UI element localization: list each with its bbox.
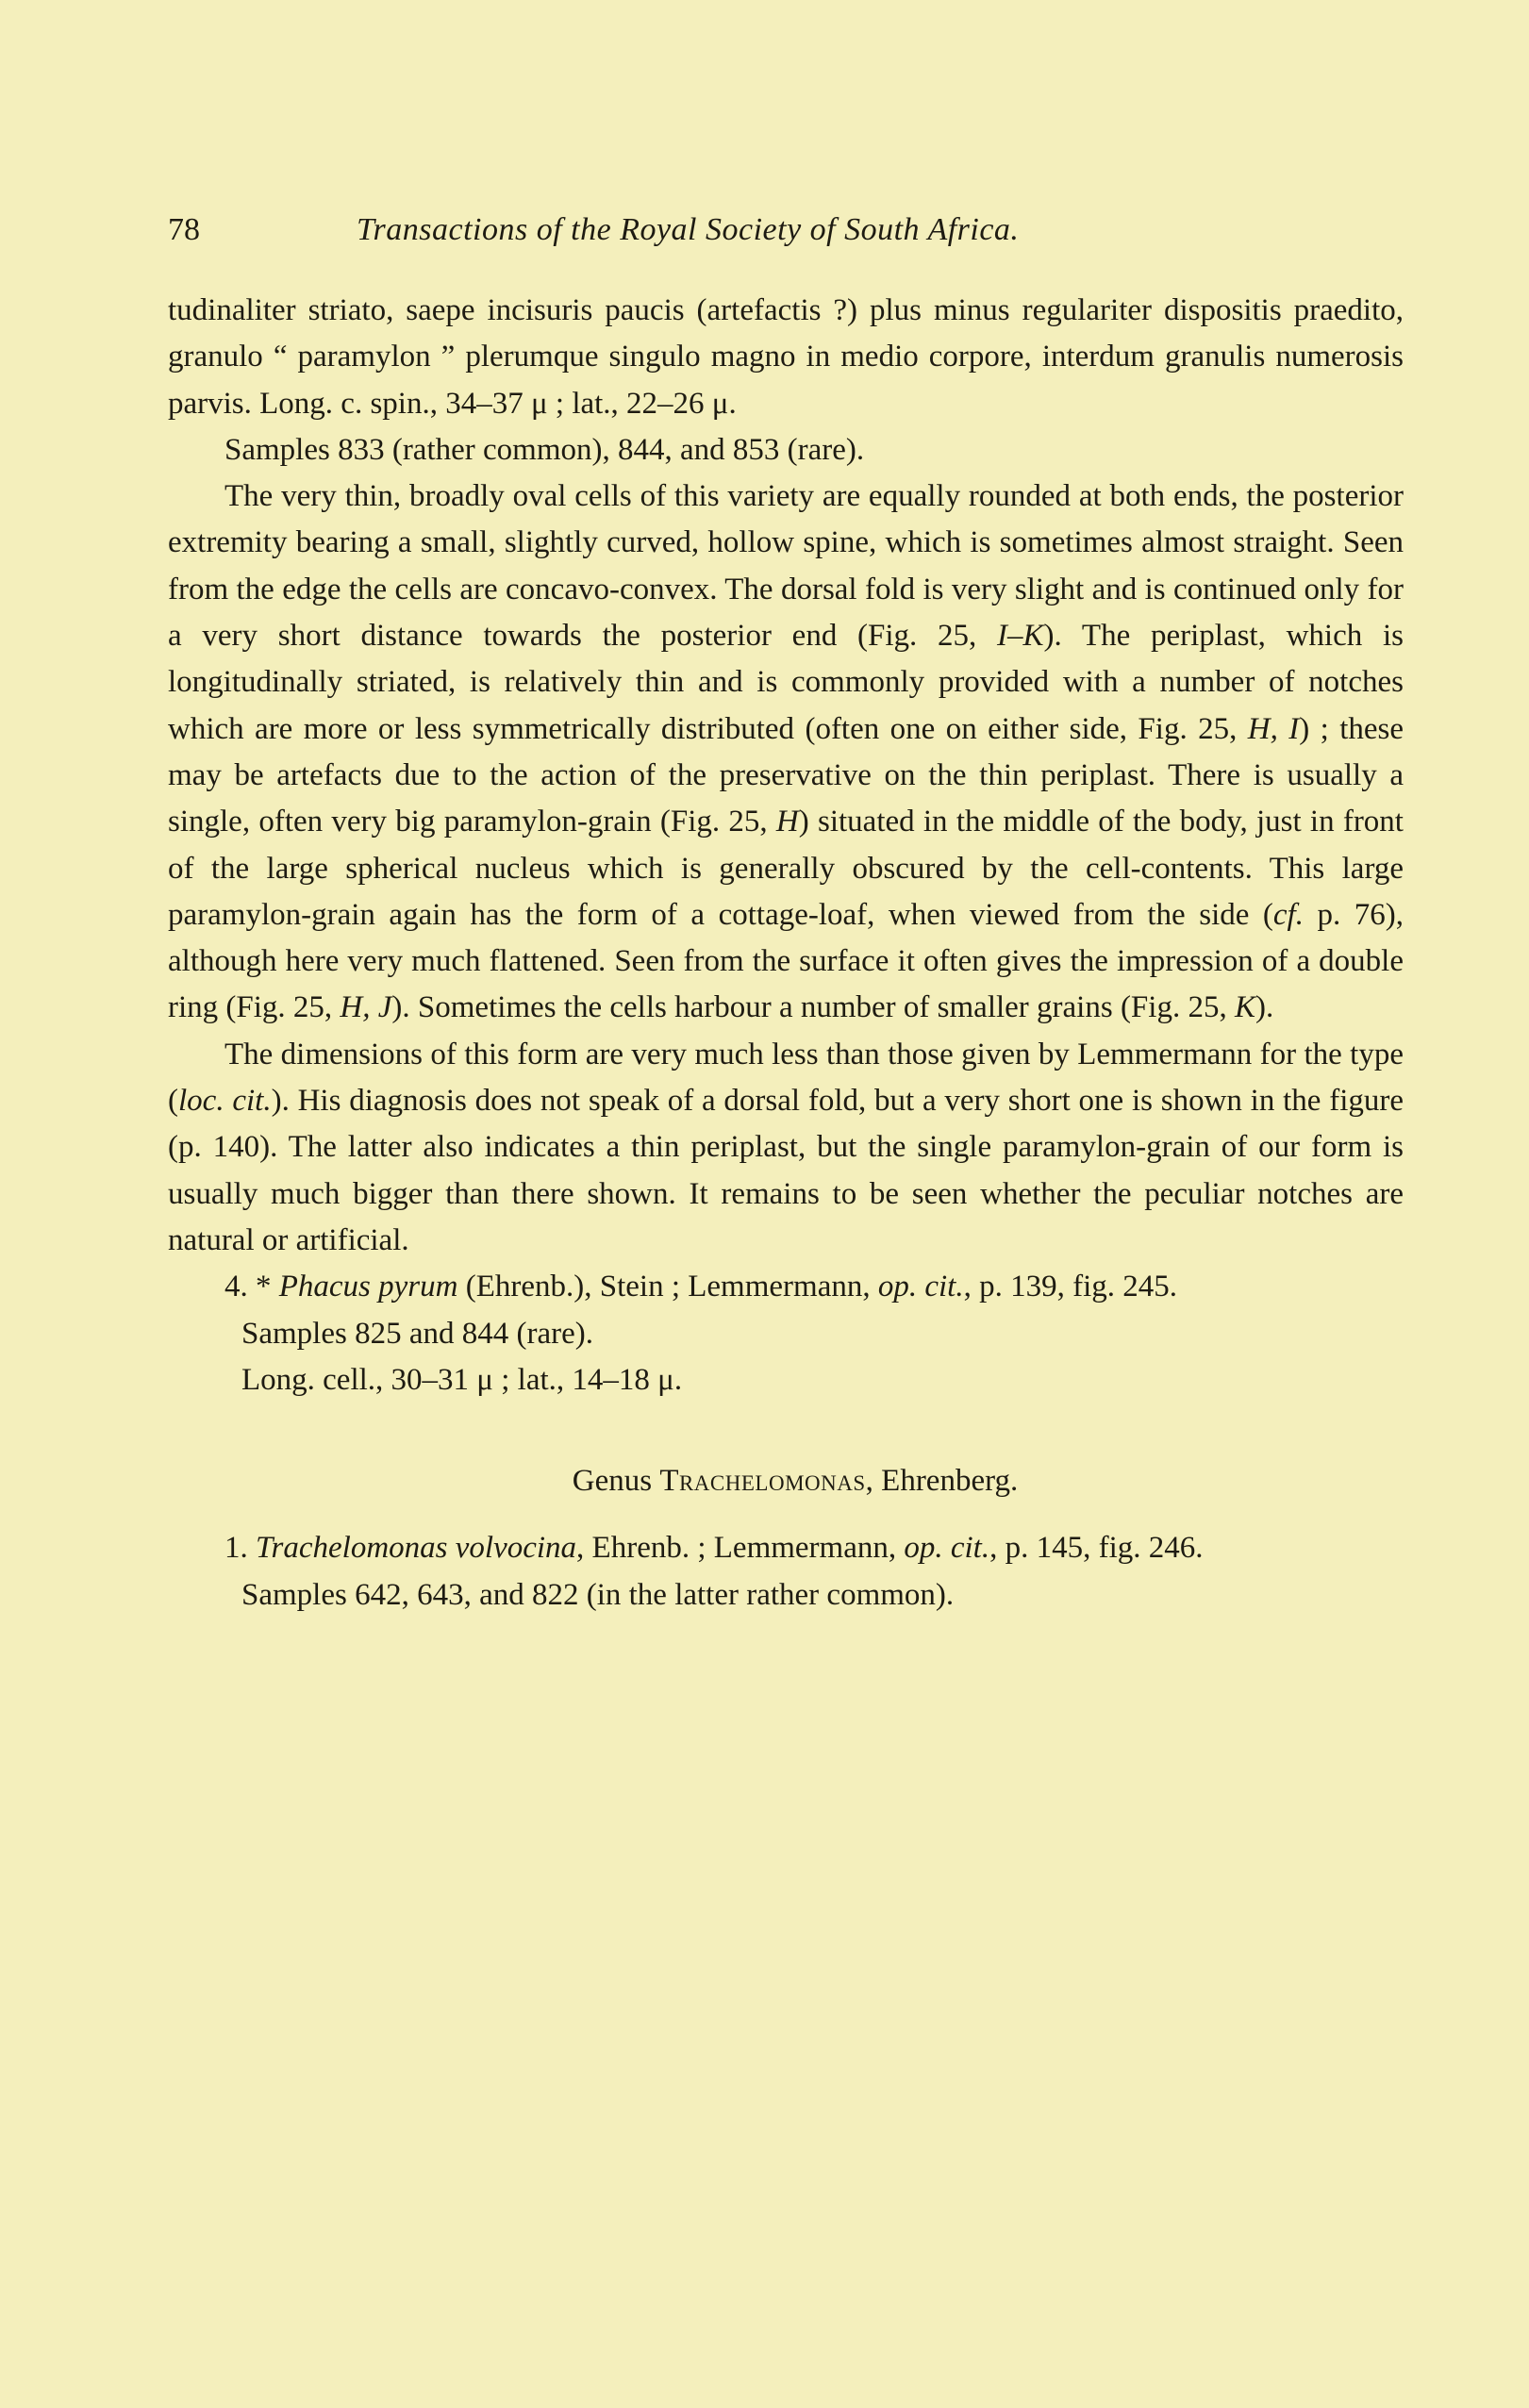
paragraph-samples-3: Samples 642, 643, and 822 (in the latter rather common). (241, 1577, 955, 1612)
paragraph-measurements: Long. cell., 30–31 μ ; lat., 14–18 μ. (241, 1362, 683, 1397)
species-reference: , p. 139, fig. 245. (963, 1270, 1177, 1304)
species-entry-phacus-pyrum (168, 1264, 1404, 1310)
paragraph-dimensions (168, 1032, 1404, 1264)
genus-prefix: Genus (572, 1464, 660, 1499)
figure-reference: K (1234, 990, 1255, 1025)
species-name: Phacus pyrum (278, 1270, 458, 1304)
paragraph-latin-diagnosis: tudinaliter striato, saepe incisuris paucis (artefactis ?) plus minus regulariter dispositis praedito, granulo “ paramylon ” plerumque singulo magno in medio corpore, interdum granulis numerosis parvis. Long. c. spin., 34–37 μ ; lat., 22–26 μ. (168, 293, 1404, 421)
cf-reference: cf. (1272, 897, 1304, 932)
op-cit-reference: op. cit. (877, 1270, 964, 1304)
genus-heading (168, 1458, 1404, 1504)
figure-reference: H, I (1247, 711, 1300, 746)
paragraph-samples-2: Samples 825 and 844 (rare). (241, 1316, 593, 1351)
figure-reference: H (775, 805, 799, 839)
genus-name: Trachelomonas (659, 1464, 866, 1499)
species-name: Trachelomonas volvocina (256, 1531, 577, 1566)
running-header (168, 212, 1404, 257)
running-title: Transactions of the Royal Society of South Africa. (357, 212, 1020, 247)
text-run: ). (1255, 990, 1274, 1025)
species-reference: , p. 145, fig. 246. (989, 1531, 1204, 1566)
figure-reference: I–K (997, 619, 1044, 654)
text-run: ) situated in the middle of the body, just in front of the large spherical nucleus which is generally obscured by the cell-contents. This large paramylon-grain again has the form of a cottage-loaf, when viewed from the side ( (168, 805, 1404, 932)
species-number: 4. * (224, 1270, 279, 1304)
text-run: ). His diagnosis does not speak of a dorsal fold, but a very short one is shown in the figure (p. 140). The latter also indicates a thin periplast, but the single paramylon-grain of our form is usually much bigger than there shown. It remains to be seen whether the peculiar notches are natural or artificial. (168, 1084, 1404, 1257)
text-run: ) ; these may be artefacts due to the action of the preservative on the thin periplast. There is usually a single, often very big paramylon-grain (Fig. 25, (168, 711, 1404, 839)
species-entry-trachelomonas-volvocina (168, 1525, 1404, 1571)
page-number: 78 (168, 212, 200, 247)
paragraph-description (168, 473, 1404, 1032)
text-run: ). Sometimes the cells harbour a number of smaller grains (Fig. 25, (391, 990, 1235, 1025)
paragraph-samples-1: Samples 833 (rather common), 844, and 853 (rare). (224, 432, 865, 467)
figure-reference: H, J (340, 990, 392, 1025)
species-authority: (Ehrenb.), Stein ; Lemmermann, (457, 1270, 878, 1304)
text-run: p. 76), although here very much flattened. Seen from the surface it often gives the impression of a double ring (Fig. 25, (168, 897, 1404, 1025)
text-run: ). The periplast, which is longitudinally striated, is relatively thin and is commonly provided with a number of notches which are more or less symmetrically distributed (often one on either side, Fig. 25, (168, 619, 1404, 746)
text-run: The dimensions of this form are very much less than those given by Lemmermann for the type ( (168, 1037, 1404, 1119)
species-authority: , Ehrenb. ; Lemmermann, (576, 1531, 905, 1566)
genus-authority: , Ehrenberg. (865, 1464, 1019, 1499)
text-run: The very thin, broadly oval cells of this variety are equally rounded at both ends, the posterior extremity bearing a small, slightly curved, hollow spine, which is sometimes almost straight. Seen from the edge the cells are concavo-convex. The dorsal fold is very slight and is continued only for a very short distance towards the posterior end (Fig. 25, (168, 479, 1404, 654)
loc-cit-reference: loc. cit. (178, 1084, 272, 1119)
body-text (168, 288, 1404, 1619)
species-number: 1. (224, 1531, 256, 1566)
op-cit-reference: op. cit. (904, 1531, 990, 1566)
